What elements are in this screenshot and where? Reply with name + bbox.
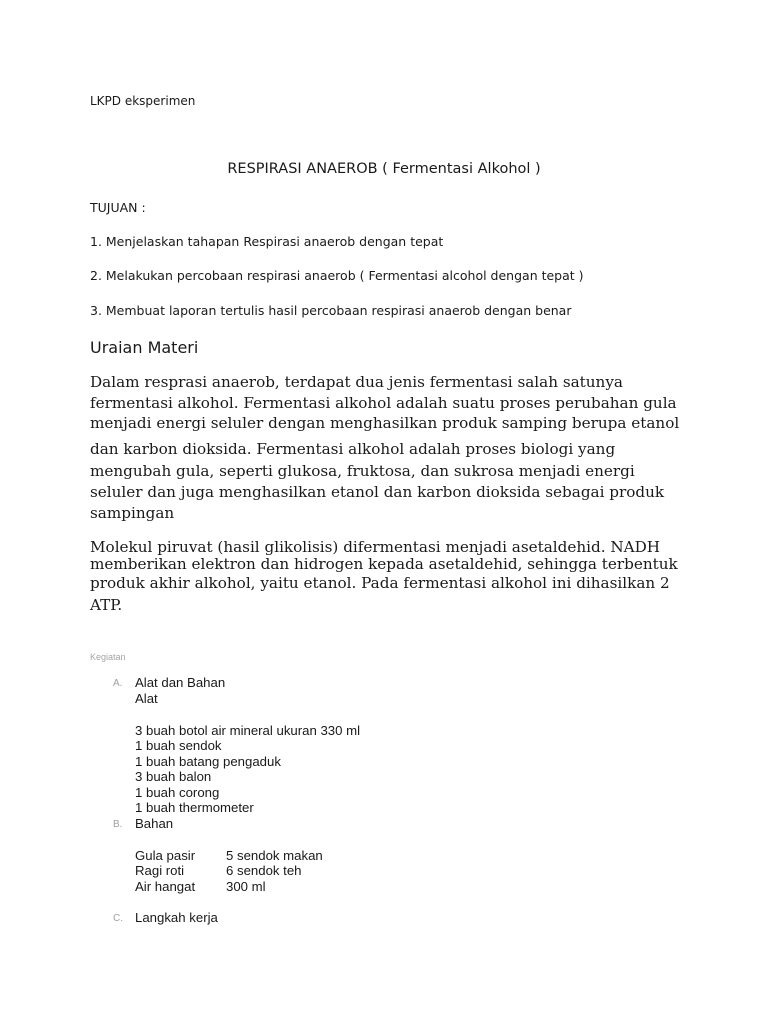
ingredient-amount: 6 sendok teh — [226, 863, 302, 878]
tool-item: 3 buah balon — [135, 769, 212, 784]
list-marker-c: C. — [113, 913, 123, 924]
tujuan-heading: TUJUAN : — [90, 200, 146, 215]
header-label: LKPD eksperimen — [90, 94, 196, 108]
paragraph-1-line: sampingan — [90, 504, 175, 522]
paragraph-1-line: seluler dan juga menghasilkan etanol dan karbon dioksida sebagai produk — [90, 483, 665, 501]
ingredient-amount: 300 ml — [226, 879, 266, 894]
section-c-title: Langkah kerja — [135, 910, 218, 925]
paragraph-2-line: Molekul piruvat (hasil glikolisis) difermentasi menjadi asetaldehid. NADH — [90, 538, 661, 556]
goal-item: 3. Membuat laporan tertulis hasil percobaan respirasi anaerob dengan benar — [90, 303, 572, 318]
section-b-title: Bahan — [135, 816, 174, 831]
section-a-title: Alat dan Bahan — [135, 675, 226, 690]
list-marker-a: A. — [113, 678, 123, 689]
tool-item: 1 buah batang pengaduk — [135, 754, 281, 769]
paragraph-1-line: mengubah gula, seperti glukosa, fruktosa, dan sukrosa menjadi energi — [90, 462, 635, 480]
paragraph-2-line: produk akhir alkohol, yaitu etanol. Pada fermentasi alkohol ini dihasilkan 2 — [90, 574, 670, 592]
paragraph-1-line: fermentasi alkohol. Fermentasi alkohol adalah suatu proses perubahan gula — [90, 394, 677, 412]
tool-item: 1 buah corong — [135, 785, 220, 800]
list-marker-b: B. — [113, 819, 123, 830]
section-a-subtitle: Alat — [135, 691, 158, 706]
paragraph-1-line: dan karbon dioksida. Fermentasi alkohol adalah proses biologi yang — [90, 440, 616, 458]
tool-item: 1 buah thermometer — [135, 800, 254, 815]
paragraph-2-line: ATP. — [90, 596, 123, 614]
paragraph-1-line: Dalam resprasi anaerob, terdapat dua jenis fermentasi salah satunya — [90, 373, 623, 391]
ingredient-name: Air hangat — [135, 879, 196, 894]
ingredient-name: Gula pasir — [135, 848, 196, 863]
uraian-heading: Uraian Materi — [90, 338, 199, 357]
goal-item: 1. Menjelaskan tahapan Respirasi anaerob dengan tepat — [90, 234, 444, 249]
paragraph-1-line: menjadi energi seluler dengan menghasilkan produk samping berupa etanol — [90, 414, 680, 432]
tool-item: 3 buah botol air mineral ukuran 330 ml — [135, 723, 361, 738]
kegiatan-label: Kegiatan — [90, 652, 126, 662]
document-title: RESPIRASI ANAEROB ( Fermentasi Alkohol ) — [227, 161, 541, 177]
ingredient-name: Ragi roti — [135, 863, 185, 878]
tool-item: 1 buah sendok — [135, 738, 222, 753]
goal-item: 2. Melakukan percobaan respirasi anaerob ( Fermentasi alcohol dengan tepat ) — [90, 268, 584, 283]
ingredient-amount: 5 sendok makan — [226, 848, 323, 863]
paragraph-2-line: memberikan elektron dan hidrogen kepada asetaldehid, sehingga terbentuk — [90, 555, 678, 573]
